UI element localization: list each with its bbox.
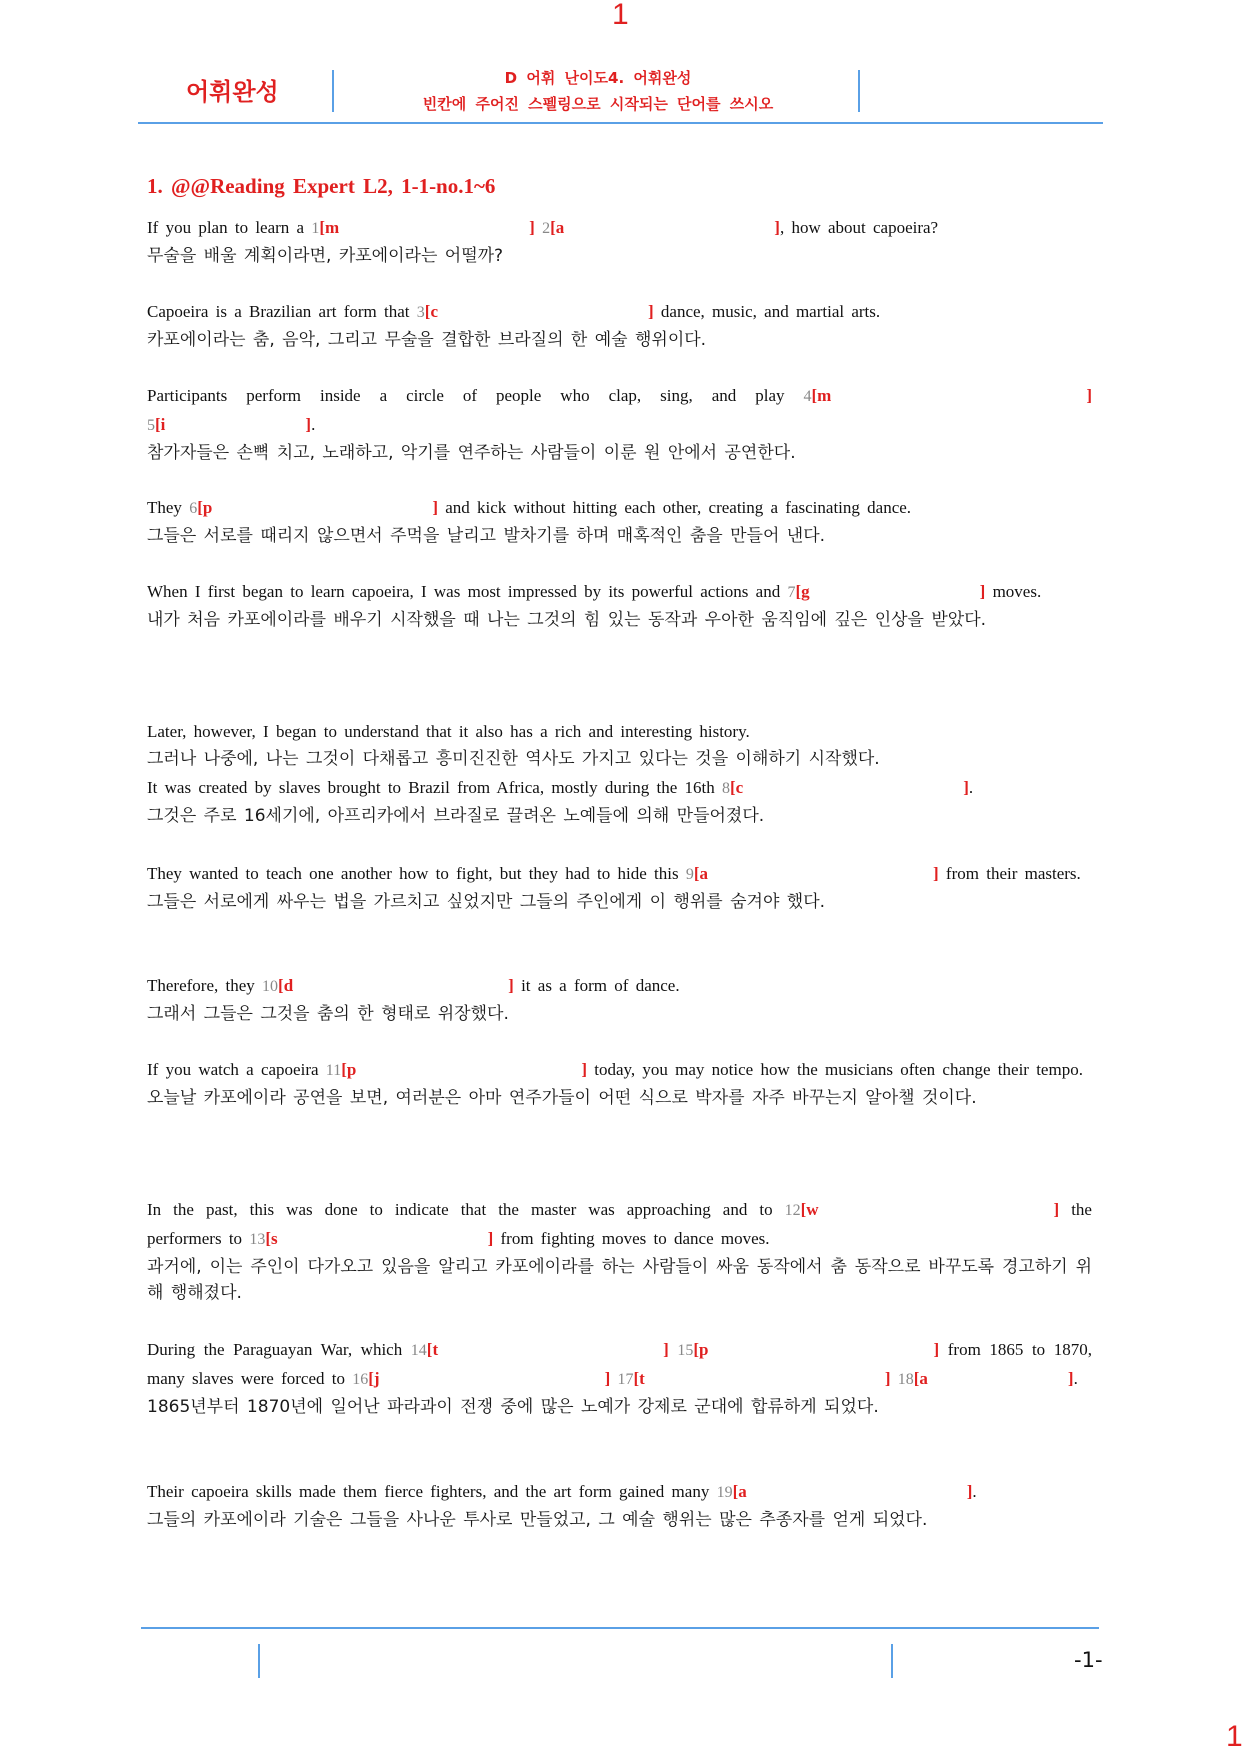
footer-divider-left <box>258 1644 260 1678</box>
sentence-text: from fighting moves to dance moves. <box>493 1229 770 1248</box>
header-subtitle-line2: 빈칸에 주어진 스펠링으로 시작되는 단어를 쓰시오 <box>422 95 774 113</box>
sentence-text: moves. <box>985 582 1042 601</box>
blank-12[interactable] <box>785 1196 1060 1225</box>
english-sentence <box>147 774 1092 803</box>
blank-hint-letter: [a <box>550 218 565 237</box>
sentence-text: from their masters. <box>938 864 1081 883</box>
footer-divider-right <box>891 1644 893 1678</box>
blank-close-bracket: ] <box>966 1482 973 1501</box>
sentence-text: Participants perform inside a circle of people who clap, sing, and play <box>147 386 804 405</box>
sentence-text <box>535 218 542 237</box>
sentence-text: . <box>972 1482 977 1501</box>
paragraph-8 <box>147 860 1092 915</box>
blank-hint-letter: [i <box>155 415 166 434</box>
sentence-text: Their capoeira skills made them fierce fighters, and the art form gained many <box>147 1482 717 1501</box>
english-sentence <box>147 494 1092 523</box>
sentence-text: Therefore, they <box>147 976 263 995</box>
blank-close-bracket: ] <box>487 1229 494 1248</box>
blank-number: 19 <box>716 1484 733 1501</box>
blank-19[interactable] <box>717 1478 973 1507</box>
blank-number: 18 <box>897 1371 914 1388</box>
paragraph-3 <box>147 382 1092 466</box>
blank-10[interactable] <box>262 972 514 1001</box>
blank-hint-letter: [p <box>197 498 213 517</box>
blank-close-bracket: ] <box>774 218 780 237</box>
korean-translation: 카포에이라는 춤, 음악, 그리고 무술을 결합한 브라질의 한 예술 행위이다. <box>147 330 707 350</box>
korean-translation: 1865년부터 1870년에 일어난 파라과이 전쟁 중에 많은 노예가 강제로 군대에 합류하게 되었다. <box>147 1397 879 1417</box>
blank-close-bracket: ] <box>581 1060 587 1079</box>
blank-close-bracket: ] <box>1053 1200 1060 1219</box>
blank-number: 6 <box>189 500 198 517</box>
footer-rule <box>141 1627 1099 1629</box>
blank-hint-letter: [w <box>800 1200 819 1219</box>
header-rule <box>138 122 1103 124</box>
korean-translation: 무술을 배울 계획이라면, 카포에이라는 어떨까? <box>147 246 504 266</box>
korean-translation: 오늘날 카포에이라 공연을 보면, 여러분은 아마 연주가들이 어떤 식으로 박자를 자주 바꾸는지 알아챌 것이다. <box>147 1088 977 1108</box>
blank-number: 10 <box>262 978 279 995</box>
english-sentence <box>147 1056 1092 1085</box>
blank-hint-letter: [j <box>368 1369 380 1388</box>
page-marker-corner: 1 <box>1226 1720 1243 1753</box>
sentence-text: Later, however, I began to understand that it also has a rich and interesting history. <box>147 722 750 741</box>
header-title: 어휘완성 <box>186 78 279 106</box>
sentence-text: It was created by slaves brought to Brazil from Africa, mostly during the 16th <box>147 778 723 797</box>
english-sentence <box>147 1336 1092 1394</box>
paragraph-13 <box>147 1478 1092 1533</box>
sentence-text: If you watch a capoeira <box>147 1060 326 1079</box>
blank-hint-letter: [m <box>811 386 832 405</box>
sentence-text: , how about capoeira? <box>779 218 939 237</box>
blank-hint-letter: [a <box>913 1369 928 1388</box>
blank-number: 14 <box>410 1342 427 1359</box>
header-divider-left <box>332 70 334 112</box>
blank-hint-letter: [m <box>319 218 340 237</box>
blank-16[interactable] <box>352 1365 610 1394</box>
blank-close-bracket: ] <box>432 498 438 517</box>
blank-4[interactable] <box>804 382 1093 411</box>
sentence-text: . <box>311 415 316 434</box>
paragraph-2 <box>147 298 1092 353</box>
blank-number: 8 <box>722 780 731 797</box>
english-sentence <box>147 578 1092 607</box>
english-sentence <box>147 1478 1092 1507</box>
blank-close-bracket: ] <box>604 1369 611 1388</box>
blank-hint-letter: [t <box>426 1340 439 1359</box>
blank-close-bracket: ] <box>1086 386 1092 405</box>
blank-close-bracket: ] <box>663 1340 669 1359</box>
paragraph-9 <box>147 972 1092 1027</box>
header-divider-right <box>858 70 860 112</box>
sentence-text: . <box>1073 1369 1078 1388</box>
blank-number: 13 <box>249 1231 266 1248</box>
blank-close-bracket: ] <box>933 864 939 883</box>
header-subtitle-line1: D 어휘 난이도4. 어휘완성 <box>504 69 692 87</box>
blank-6[interactable] <box>189 494 438 523</box>
paragraph-10 <box>147 1056 1092 1111</box>
blank-close-bracket: ] <box>1067 1369 1074 1388</box>
blank-hint-letter: [s <box>265 1229 278 1248</box>
english-sentence <box>147 718 1092 746</box>
korean-translation: 내가 처음 카포에이라를 배우기 시작했을 때 나는 그것의 힘 있는 동작과 우아한 움직임에 깊은 인상을 받았다. <box>147 610 987 630</box>
sentence-text: In the past, this was done to indicate that the master was approaching and to <box>147 1200 785 1219</box>
blank-number: 7 <box>787 584 796 601</box>
blank-close-bracket: ] <box>963 778 969 797</box>
blank-hint-letter: [c <box>424 302 438 321</box>
blank-15[interactable] <box>677 1336 939 1365</box>
paragraph-12 <box>147 1336 1092 1420</box>
blank-number: 1 <box>311 220 320 237</box>
paragraph-11 <box>147 1196 1092 1306</box>
korean-translation: 그들은 서로를 때리지 않으면서 주먹을 날리고 발차기를 하며 매혹적인 춤을 만들어 낸다. <box>147 526 826 546</box>
sentence-text <box>610 1369 617 1388</box>
paragraph-1 <box>147 214 1092 269</box>
blank-number: 4 <box>803 388 812 405</box>
blank-5[interactable] <box>147 411 311 440</box>
paragraph-5 <box>147 578 1092 633</box>
blank-hint-letter: [d <box>278 976 294 995</box>
blank-7[interactable] <box>787 578 985 607</box>
sentence-text: it as a form of dance. <box>513 976 680 995</box>
sentence-text: When I first began to learn capoeira, I was most impressed by its powerful actions and <box>147 582 788 601</box>
blank-3[interactable] <box>417 298 654 327</box>
blank-18[interactable] <box>898 1365 1074 1394</box>
blank-close-bracket: ] <box>529 218 535 237</box>
blank-hint-letter: [c <box>730 778 744 797</box>
korean-translation: 그것은 주로 16세기에, 아프리카에서 브라질로 끌려온 노예들에 의해 만들어졌다. <box>147 806 765 826</box>
blank-number: 2 <box>542 220 551 237</box>
blank-hint-letter: [p <box>693 1340 709 1359</box>
blank-hint-letter: [p <box>341 1060 357 1079</box>
blank-close-bracket: ] <box>508 976 514 995</box>
korean-translation: 그들은 서로에게 싸우는 법을 가르치고 싶었지만 그들의 주인에게 이 행위를 숨겨야 했다. <box>147 892 826 912</box>
sentence-text: They wanted to teach one another how to fight, but they had to hide this <box>147 864 686 883</box>
english-sentence <box>147 860 1092 889</box>
blank-2[interactable] <box>542 214 780 243</box>
sentence-text: from 1865 to 1870, many slaves were forced to <box>147 1340 1092 1388</box>
blank-hint-letter: [a <box>732 1482 747 1501</box>
sentence-text <box>890 1369 897 1388</box>
blank-9[interactable] <box>686 860 939 889</box>
sentence-text: If you plan to learn a <box>147 218 312 237</box>
blank-close-bracket: ] <box>933 1340 940 1359</box>
blank-number: 9 <box>685 866 694 883</box>
page-marker-top: 1 <box>612 0 629 31</box>
korean-translation: 그러나 나중에, 나는 그것이 다채롭고 흥미진진한 역사도 가지고 있다는 것을 이해하기 시작했다. <box>147 749 880 769</box>
english-sentence <box>147 382 1092 440</box>
blank-number: 15 <box>677 1342 694 1359</box>
blank-1[interactable] <box>311 214 535 243</box>
blank-hint-letter: [g <box>795 582 810 601</box>
footer-page-number: -1- <box>1074 1648 1103 1672</box>
korean-translation: 과거에, 이는 주인이 다가오고 있음을 알리고 카포에이라를 하는 사람들이 싸움 동작에서 춤 동작으로 바꾸도록 경고하기 위해 행해졌다. <box>147 1257 1092 1303</box>
english-sentence <box>147 214 1092 243</box>
sentence-text: and kick without hitting each other, creating a fascinating dance. <box>437 498 912 517</box>
blank-17[interactable] <box>617 1365 890 1394</box>
blank-close-bracket: ] <box>305 415 312 434</box>
blank-number: 17 <box>617 1371 634 1388</box>
korean-translation: 그래서 그들은 그것을 춤의 한 형태로 위장했다. <box>147 1004 509 1024</box>
blank-number: 3 <box>416 304 425 321</box>
sentence-text <box>669 1340 678 1359</box>
sentence-text: the performers to <box>147 1200 1092 1248</box>
paragraph-4 <box>147 494 1092 549</box>
english-sentence <box>147 972 1092 1001</box>
blank-number: 11 <box>325 1062 342 1079</box>
blank-11[interactable] <box>326 1056 587 1085</box>
blank-13[interactable] <box>249 1225 493 1254</box>
blank-close-bracket: ] <box>979 582 986 601</box>
korean-translation: 그들의 카포에이라 기술은 그들을 사나운 투사로 만들었고, 그 예술 행위는 많은 추종자를 얻게 되었다. <box>147 1510 928 1530</box>
sentence-text: dance, music, and martial arts. <box>653 302 881 321</box>
paragraph-7 <box>147 774 1092 829</box>
blank-14[interactable] <box>411 1336 669 1365</box>
blank-close-bracket: ] <box>884 1369 891 1388</box>
korean-translation: 참가자들은 손뼉 치고, 노래하고, 악기를 연주하는 사람들이 이룬 원 안에서 공연한다. <box>147 443 796 463</box>
sentence-text: Capoeira is a Brazilian art form that <box>147 302 417 321</box>
blank-number: 12 <box>784 1202 801 1219</box>
section-title: 1. @@Reading Expert L2, 1-1-no.1~6 <box>147 174 496 198</box>
sentence-text: today, you may notice how the musicians often change their tempo. <box>586 1060 1083 1079</box>
blank-close-bracket: ] <box>648 302 654 321</box>
blank-hint-letter: [a <box>693 864 708 883</box>
blank-hint-letter: [t <box>633 1369 645 1388</box>
english-sentence <box>147 1196 1092 1254</box>
sentence-text: . <box>968 778 974 797</box>
paragraph-6 <box>147 718 1092 772</box>
blank-number: 5 <box>147 417 155 434</box>
sentence-text: They <box>147 498 190 517</box>
sentence-text: During the Paraguayan War, which <box>147 1340 411 1359</box>
blank-8[interactable] <box>722 774 969 803</box>
blank-number: 16 <box>352 1371 369 1388</box>
english-sentence <box>147 298 1092 327</box>
